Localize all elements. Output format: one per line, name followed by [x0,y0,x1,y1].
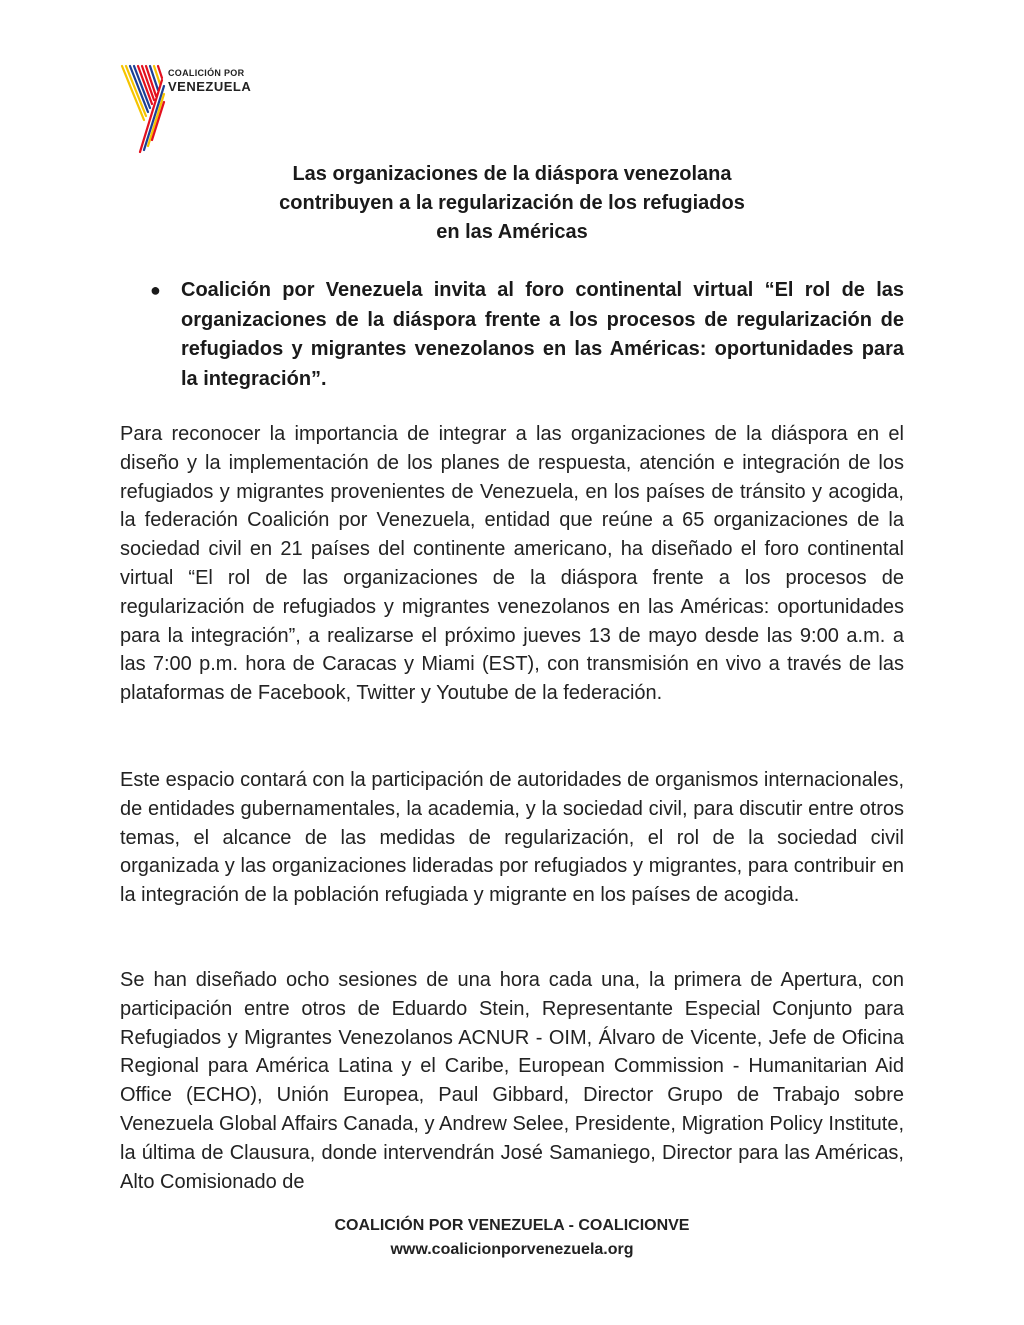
page-footer [120,1214,904,1262]
paragraph-3: Se han diseñado ocho sesiones de una hora cada una, la primera de Apertura, con participación entre otros de Eduardo Stein, Representante Especial Conjunto para Refugiados y Migrantes Venezolanos ACNUR - OIM, Álvaro de Vicente, Jefe de Oficina Regional para América Latina y el Caribe, European Commission - Humanitarian Aid Office (ECHO), Unión Europea, Paul Gibbard, Director Grupo de Trabajo sobre Venezuela Global Affairs Canada, y Andrew Selee, Presidente, Migration Policy Institute, la última de Clausura, donde intervendrán José Samaniego, Director para las Américas, Alto Comisionado de [120,969,904,1193]
paragraph-2: Este espacio contará con la participación de autoridades de organismos internacionales, de entidades gubernamentales, la academia, y la sociedad civil, para discutir entre otros temas, el alcance de las medidas de regularización, el rol de la sociedad civil organizada y las organizaciones lideradas por refugiados y migrantes, para contribuir en la integración de la población refugiada y migrante en los países de acogida. [120,769,904,907]
title-line-1: Las organizaciones de la diáspora venezolana [292,163,732,185]
logo-text-coalicion: COALICIÓN POR [168,68,245,78]
coalicion-logo [118,60,278,160]
bullet-text: Coalición por Venezuela invita al foro continental virtual “El rol de las organizaciones de la diáspora frente a los procesos de regularización de refugiados y migrantes venezolanos en las Américas: oportunidades para la integración”. [181,279,904,390]
title-line-2: contribuyen a la regularización de los refugiados [279,192,745,214]
paragraph-1: Para reconocer la importancia de integrar a las organizaciones de la diáspora en el diseño y la implementación de los planes de respuesta, atención e integración de los refugiados y migrantes provenientes de Venezuela, en los países de tránsito y acogida, la federación Coalición por Venezuela, entidad que reúne a 65 organizaciones de la sociedad civil en 21 países del continente americano, ha diseñado el foro continental virtual “El rol de las organizaciones de la diáspora frente a los procesos de regularización de refugiados y migrantes venezolanos en las Américas: oportunidades para la integración”, a realizarse el próximo jueves 13 de mayo desde las 9:00 a.m. a las 7:00 p.m. hora de Caracas y Miami (EST), con transmisión en vivo a través de las plataformas de Facebook, Twitter y Youtube de la federación. [120,423,904,705]
bullet-item [150,276,904,394]
logo-text-venezuela: VENEZUELA [168,79,252,94]
footer-org-name: COALICIÓN POR VENEZUELA - COALICIONVE [334,1217,690,1234]
logo-stripes-icon [118,60,168,160]
title-line-3: en las Américas [436,221,588,243]
bullet-marker: ● [150,280,161,300]
footer-website-link[interactable]: www.coalicionporvenezuela.org [390,1241,634,1258]
document-title [120,160,904,247]
